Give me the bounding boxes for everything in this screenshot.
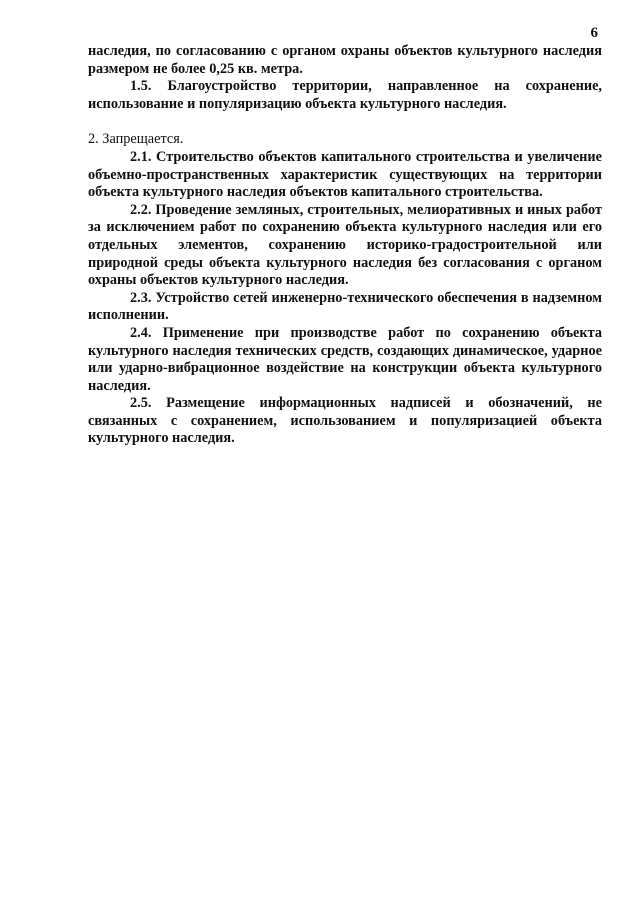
document-body (88, 43, 602, 448)
paragraph-1-5: 1.5. Благоустройство территории, направленное на сохранение, использование и популяризацию объекта культурного наследия. (88, 78, 602, 112)
paragraph-continuation: наследия, по согласованию с органом охраны объектов культурного наследия размером не более 0,25 кв. метра. (88, 43, 602, 77)
paragraph-2-5: 2.5. Размещение информационных надписей и обозначений, не связанных с сохранением, использованием и популяризацией объекта культурного наследия. (88, 395, 602, 447)
paragraph-2-3: 2.3. Устройство сетей инженерно-технического обеспечения в надземном исполнении. (88, 289, 602, 324)
paragraph-2-1: 2.1. Строительство объектов капитального строительства и увеличение объемно-пространственных характеристик существующих на территории объекта культурного наследия объектов капитального строительства. (88, 148, 602, 201)
section-2-title: 2. Запрещается. (88, 131, 184, 148)
page-number: 6 (590, 25, 598, 41)
paragraph-2-2: 2.2. Проведение земляных, строительных, мелиоративных и иных работ за исключением работ по сохранению объекта культурного наследия или его отдельных элементов, сохранению историко-градостроительной или природной среды объекта культурного наследия без согласования с органом охраны объектов культурного наследия. (88, 201, 602, 289)
paragraph-2-4: 2.4. Применение при производстве работ по сохранению объекта культурного наследия технических средств, создающих динамическое, ударное или ударно-вибрационное воздействие на конструкции объекта культурного наследия. (88, 324, 602, 394)
